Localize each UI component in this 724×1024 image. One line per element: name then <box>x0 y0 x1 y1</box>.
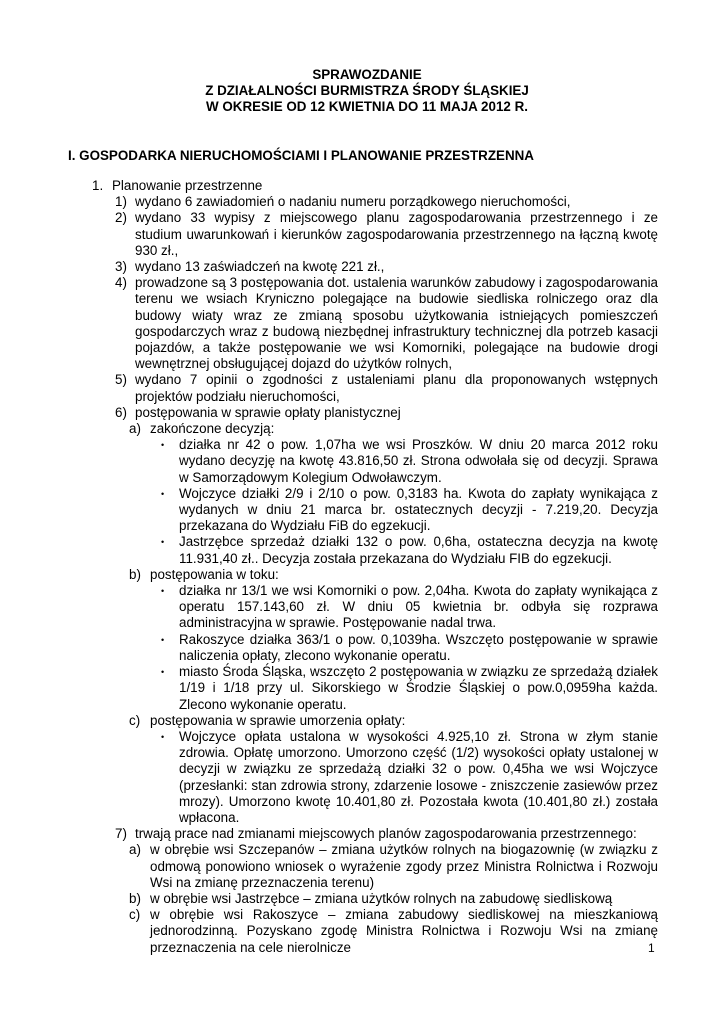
item-label: postępowania w toku: <box>150 566 279 582</box>
section-heading: I. GOSPODARKA NIERUCHOMOŚCIAMI I PLANOWANIE PRZESTRZENNA <box>68 148 534 163</box>
bullet-item <box>92 437 658 486</box>
list-item <box>92 259 658 275</box>
report-body <box>92 178 658 956</box>
bullet-icon: • <box>161 488 165 499</box>
item-letter: a) <box>129 421 141 437</box>
item-letter: a) <box>129 842 141 858</box>
item-text: wydano 6 zawiadomień o nadaniu numeru porządkowego nieruchomości, <box>135 194 571 210</box>
bullet-item <box>92 632 658 664</box>
item-letter: b) <box>129 890 141 906</box>
bullet-text: Jastrzębce sprzedaż działki 132 o pow. 0,6ha, ostateczna decyzja na kwotę 11.931,40 zł.. Decyzja została przekazana do Wydziału FIB do egzekucji. <box>179 534 658 566</box>
item-number: 1) <box>115 194 127 210</box>
item-label: zakończone decyzją: <box>150 421 275 437</box>
list-item <box>92 372 658 404</box>
report-header <box>0 67 724 115</box>
item-number: 5) <box>115 372 127 388</box>
plan-change-item <box>92 907 658 956</box>
item-number: 7) <box>115 826 127 842</box>
item-number: 2) <box>115 210 127 226</box>
bullet-text: miasto Środa Śląska, wszczęto 2 postępowania w związku ze sprzedażą działek 1/19 i 1/18 przy ul. Sikorskiego w Środzie Śląskiej o pow.0,0959ha każda. Zlecono wykonanie operatu. <box>179 664 658 712</box>
list-item <box>92 405 658 421</box>
item-text: wydano 7 opinii o zgodności z ustaleniami planu dla proponowanych wstępnych projektów podziału nieruchomości, <box>135 372 658 404</box>
bullet-icon: • <box>161 634 165 645</box>
bullet-text: Wojczyce działki 2/9 i 2/10 o pow. 0,3183 ha. Kwota do zapłaty wynikająca z wydanych w dniu 21 marca br. ostatecznych decyzji - 7.219,20. Decyzja przekazana do Wydziału FiB do egzekucji. <box>179 485 658 534</box>
item-text: w obrębie wsi Jastrzębce – zmiana użytków rolnych na zabudowę siedliskową <box>150 890 613 906</box>
item-text: postępowania w sprawie opłaty planistycznej <box>135 404 401 420</box>
item-text: trwają prace nad zmianami miejscowych planów zagospodarowania przestrzennego: <box>135 826 637 842</box>
plan-change-item <box>92 891 658 907</box>
item-letter: c) <box>129 712 141 728</box>
bullet-item <box>92 664 658 713</box>
bullet-icon: • <box>161 731 165 742</box>
bullet-icon: • <box>161 440 165 451</box>
item-text: wydano 33 wypisy z miejscowego planu zagospodarowania przestrzennego i ze studium uwarunkowań i kierunków zagospodarowania przestrzennego na łączną kwotę 930 zł., <box>135 210 658 258</box>
bullet-item <box>92 729 658 826</box>
bullet-item <box>92 486 658 535</box>
fee-category-in-progress <box>92 567 658 583</box>
list-item <box>92 275 658 372</box>
report-period: W OKRESIE OD 12 KWIETNIA DO 11 MAJA 2012 R. <box>206 99 528 114</box>
item-text: wydano 13 zaświadczeń na kwotę 221 zł., <box>135 259 385 275</box>
item-number: 6) <box>115 404 127 420</box>
report-subtitle: Z DZIAŁALNOŚCI BURMISTRZA ŚRODY ŚLĄSKIEJ <box>205 83 529 98</box>
list-item <box>92 210 658 259</box>
bullet-icon: • <box>161 667 165 678</box>
item-number: 3) <box>115 259 127 275</box>
fee-category-remission <box>92 713 658 729</box>
list-item <box>92 826 658 842</box>
bullet-text: Wojczyce opłata ustalona w wysokości 4.925,10 zł. Strona w złym stanie zdrowia. Opłatę umorzono. Umorzono część (1/2) wysokości opłaty ustalonej w decyzji w związku ze sprzedażą działki 32 o pow. 0,45ha we wsi Wojczyce (przesłanki: stan zdrowia strony, zdarzenie losowe - zniszczenie zasiewów przez mrozy). Umorzono kwotę 10.401,80 zł. Pozostała kwota (10.401,80 zł.) została wpłacona. <box>179 728 658 825</box>
bullet-icon: • <box>161 537 165 548</box>
item-text: prowadzone są 3 postępowania dot. ustalenia warunków zabudowy i zagospodarowania terenu we wsiach Kryniczno polegające na budowie siedliska rolniczego oraz dla budowy wiaty wraz ze zmianą sposobu użytkowania istniejących pomieszczeń gospodarczych wraz z budową niezbędnej infrastruktury technicznej dla potrzeb kasacji pojazdów, a także postępowanie we wsi Komorniki, polegające na budowie drogi wewnętrznej obsługującej dojazd do użytków rolnych, <box>135 275 658 372</box>
bullet-text: Rakoszyce działka 363/1 o pow. 0,1039ha. Wszczęto postępowanie w sprawie naliczenia opłaty, zlecono wykonanie operatu. <box>179 631 658 663</box>
bullet-text: działka nr 13/1 we wsi Komorniki o pow. 2,04ha. Kwota do zapłaty wynikająca z operatu 157.143,60 zł. W dniu 05 kwietnia br. odbyła się rozprawa administracyjna w sprawie. Postępowanie nadal trwa. <box>179 583 658 631</box>
fee-category-completed <box>92 421 658 437</box>
list-item <box>92 194 658 210</box>
item-text: w obrębie wsi Rakoszyce – zmiana zabudowy siedliskowej na mieszkaniową jednorodzinną. Pozyskano zgodę Ministra Rolnictwa i Rozwoju Wsi na zmianę przeznaczenia na cele nierolnicze <box>150 907 658 955</box>
bullet-item <box>92 583 658 632</box>
bullet-item <box>92 534 658 566</box>
bullet-icon: • <box>161 586 165 597</box>
page-number: 1 <box>648 941 655 955</box>
item-number: 1. <box>92 178 104 193</box>
plan-change-item <box>92 842 658 891</box>
report-title: SPRAWOZDANIE <box>312 67 422 82</box>
bullet-text: działka nr 42 o pow. 1,07ha we wsi Proszków. W dniu 20 marca 2012 roku wydano decyzję na kwotę 43.816,50 zł. Strona odwołała się od decyzji. Sprawa w Samorządowym Kolegium Odwoławczym. <box>179 437 658 485</box>
item-text: w obrębie wsi Szczepanów – zmiana użytków rolnych na biogazownię (w związku z odmową ponowiono wniosek o wyrażenie zgody przez Ministra Rolnictwa i Rozwoju Wsi na zmianę przeznaczenia terenu) <box>150 842 658 890</box>
item-label: Planowanie przestrzenne <box>112 178 263 193</box>
list-item-planning <box>92 178 658 194</box>
item-number: 4) <box>115 275 127 291</box>
item-label: postępowania w sprawie umorzenia opłaty: <box>150 712 406 728</box>
item-letter: b) <box>129 566 141 582</box>
item-letter: c) <box>129 907 141 923</box>
